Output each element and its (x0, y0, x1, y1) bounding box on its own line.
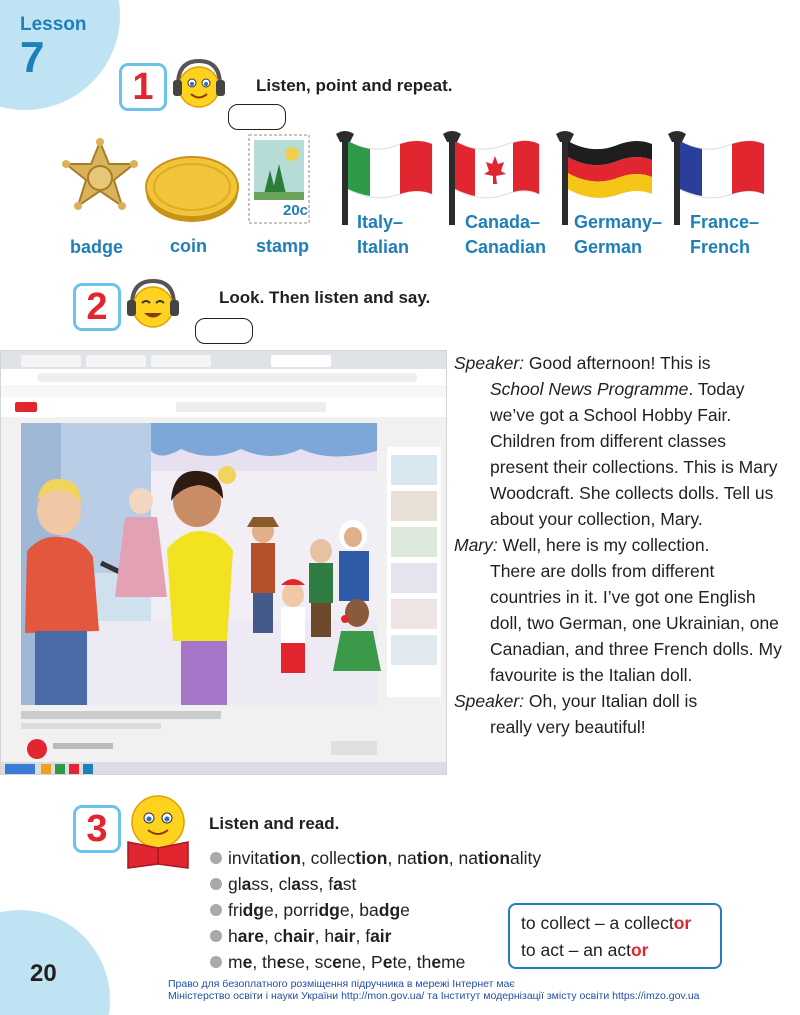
dialogue-speaker: Mary: (454, 535, 498, 555)
phonics-words (228, 897, 410, 923)
vocab-germany-country: Germany– (574, 212, 663, 232)
task-3-number: 3 (73, 805, 121, 853)
dialogue-turn-3 (454, 688, 784, 740)
phonics-highlight: a (241, 874, 252, 894)
phonics-text: , na (448, 848, 478, 868)
vocab-italy (357, 210, 409, 260)
phonics-text: me (441, 952, 466, 972)
coin-icon (144, 152, 240, 224)
vocab-canada (465, 210, 546, 260)
phonics-text: ality (510, 848, 542, 868)
phonics-highlight: a (333, 874, 343, 894)
phonics-line (210, 897, 541, 923)
task-1-instruction: Listen, point and repeat. (256, 76, 453, 95)
stamp-value: 20c (283, 202, 309, 219)
vocab-italy-nationality: Italian (357, 237, 410, 257)
lesson-number: 7 (20, 33, 45, 82)
phonics-text: invita (228, 848, 269, 868)
phonics-line (210, 845, 541, 871)
word-formation-suffix: or (630, 940, 649, 960)
copyright-footer (168, 978, 700, 1002)
task-2-number: 2 (73, 283, 121, 331)
phonics-words (228, 923, 391, 949)
vocab-badge: badge (70, 237, 124, 257)
phonics-highlight: e (332, 952, 342, 972)
dialogue-line: . Today we’ve got a School Hobby Fair. Children from different classes present their collections. This is Mary Woodcraft. She collects dolls. Tell us about your collection, Mary. (490, 379, 778, 529)
phonics-text: ss, cl (251, 874, 292, 894)
word-formation-line (521, 910, 720, 937)
school-hobby-fair-screenshot (0, 350, 447, 775)
phonics-text: ne, P (341, 952, 383, 972)
phonics-text: h (228, 926, 238, 946)
phonics-line (210, 949, 541, 975)
lesson-label: Lesson (20, 14, 87, 35)
phonics-text: se, sc (286, 952, 333, 972)
phonics-text: ss, f (300, 874, 334, 894)
phonics-words (228, 845, 541, 871)
bullet-icon (210, 852, 222, 864)
phonics-highlight: e (382, 952, 393, 972)
phonics-text: , collec (300, 848, 356, 868)
phonics-text: m (228, 952, 243, 972)
phonics-highlight: dg (242, 900, 264, 920)
phonics-highlight: air (370, 926, 392, 946)
footer-line-1: Право для безоплатного розміщення підручника в мережі Інтернет має (168, 978, 515, 990)
dialogue-line: Well, here is my collection. (502, 535, 710, 555)
phonics-highlight: are (237, 926, 265, 946)
phonics-words (228, 949, 465, 975)
reading-smiley-icon (120, 790, 194, 870)
phonics-highlight: tion (477, 848, 511, 868)
vocab-canada-country: Canada– (465, 212, 541, 232)
phonics-highlight: e (276, 952, 287, 972)
phonics-text: te, th (392, 952, 432, 972)
phonics-highlight: hair (282, 926, 315, 946)
dialogue-turn-2 (454, 532, 784, 688)
phonics-highlight: e (242, 952, 253, 972)
word-formation-suffix: or (673, 913, 692, 933)
vocab-italy-country: Italy– (357, 212, 404, 232)
phonics-text: e, porri (263, 900, 319, 920)
task-3-instruction: Listen and read. (209, 814, 340, 833)
dialogue-turn-1 (454, 350, 784, 532)
dialogue-line: Good afternoon! This is (528, 353, 711, 373)
word-formation-line (521, 937, 720, 964)
phonics-text: fri (228, 900, 243, 920)
vocab-germany-nationality: German (574, 237, 643, 257)
vocab-coin: coin (170, 236, 208, 256)
headphones-smiley-icon (170, 55, 228, 113)
phonics-list (210, 845, 541, 975)
vocab-canada-nationality: Canadian (465, 237, 547, 257)
phonics-line (210, 923, 541, 949)
programme-name: School News Programme (490, 379, 689, 399)
phonics-text: , na (387, 848, 417, 868)
phonics-highlight: dg (318, 900, 340, 920)
bullet-icon (210, 930, 222, 942)
vocab-germany (574, 210, 662, 260)
dialogue (454, 350, 784, 740)
vocab-france (690, 210, 759, 260)
footer-line-2: Міністерство освіти і науки України http://mon.gov.ua/ та Інститут модернізації змісту освіти https://imzo.gov.ua (168, 990, 700, 1002)
dialogue-speaker: Speaker: (454, 353, 525, 373)
page-number: 20 (30, 960, 57, 987)
phonics-text: st (342, 874, 357, 894)
word-formation-text: to collect – a collect (521, 913, 674, 933)
phonics-highlight: a (291, 874, 301, 894)
vocab-stamp: stamp (256, 236, 310, 256)
dialogue-line: Oh, your Italian doll is (528, 691, 698, 711)
word-formation-box (508, 903, 722, 969)
dialogue-continuation (490, 376, 784, 532)
speech-bubble-icon (228, 104, 286, 130)
bullet-icon (210, 956, 222, 968)
vocab-france-nationality: French (690, 237, 751, 257)
task-2-instruction: Look. Then listen and say. (219, 288, 431, 307)
phonics-text: , th (252, 952, 277, 972)
dialogue-continuation: really very beautiful! (490, 717, 646, 737)
phonics-highlight: e (431, 952, 442, 972)
phonics-text: , f (355, 926, 371, 946)
phonics-text: gl (228, 874, 242, 894)
speech-bubble-icon (195, 318, 253, 344)
phonics-highlight: tion (268, 848, 301, 868)
phonics-highlight: tion (416, 848, 449, 868)
vocab-france-country: France– (690, 212, 760, 232)
word-formation-text: to act – an act (521, 940, 631, 960)
dialogue-continuation: There are dolls from different countries in it. I’ve got one English doll, two German, one Ukrainian, one Canadian, and three French dolls. My favourite is the Italian doll. (490, 561, 782, 685)
badge-star-icon (60, 138, 140, 218)
phonics-text: e, ba (339, 900, 379, 920)
phonics-text: e (400, 900, 410, 920)
phonics-text: , c (264, 926, 283, 946)
phonics-line (210, 871, 541, 897)
video-illustration (1, 351, 447, 775)
phonics-text: , h (314, 926, 335, 946)
phonics-highlight: dg (378, 900, 401, 920)
bullet-icon (210, 904, 222, 916)
phonics-highlight: air (334, 926, 356, 946)
bullet-icon (210, 878, 222, 890)
task-1-number: 1 (119, 63, 167, 111)
dialogue-speaker: Speaker: (454, 691, 525, 711)
phonics-words (228, 871, 356, 897)
headphones-smiley-icon (124, 275, 182, 333)
phonics-highlight: tion (355, 848, 388, 868)
